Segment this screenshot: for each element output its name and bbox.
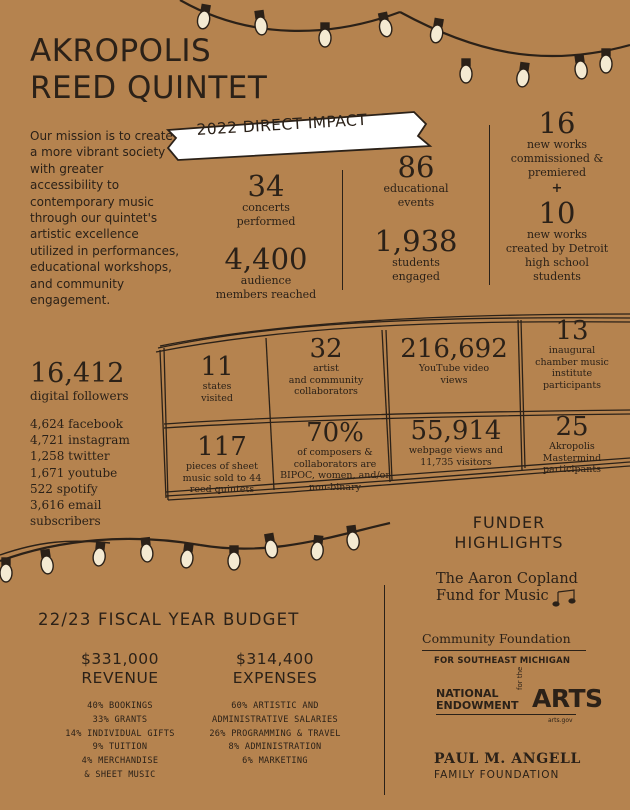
revenue-amount: $331,000 — [81, 650, 159, 668]
nea-line-1: NATIONAL — [436, 687, 499, 700]
nea-logo-text — [436, 688, 519, 711]
stat-composers — [280, 420, 390, 493]
mastermind-label-2: Mastermind — [542, 452, 602, 464]
revenue-list — [40, 700, 200, 783]
followers-item: 3,616 email — [30, 498, 102, 513]
nea-arts: ARTS — [532, 684, 603, 713]
expenses-item: ADMINISTRATIVE SALARIES — [212, 714, 338, 725]
nea-url: arts.gov — [548, 717, 573, 724]
audience-value: 4,400 — [224, 242, 308, 276]
web-label-1: webpage views and — [408, 445, 504, 456]
web-label-2: 11,735 visitors — [420, 456, 492, 468]
banner-text: 2022 DIRECT IMPACT — [196, 110, 368, 139]
followers-item: 1,258 twitter — [30, 449, 110, 464]
sheet-label-1: pieces of sheet — [186, 461, 258, 472]
title-line-2: REED QUINTET — [30, 70, 268, 106]
followers-item: 4,721 instagram — [30, 433, 130, 448]
page-title — [30, 33, 267, 107]
stat-educational — [346, 152, 486, 210]
collab-label-1: artist — [313, 363, 339, 374]
funder-title-line-2: HIGHLIGHTS — [454, 533, 564, 552]
composers-label-2: collaborators are — [293, 458, 377, 470]
expenses-item: 60% ARTISTIC AND — [231, 701, 319, 711]
expenses-item: 8% ADMINISTRATION — [228, 742, 322, 753]
revenue-block — [40, 650, 200, 783]
stat-concerts — [196, 171, 336, 229]
composers-value: 70% — [306, 418, 364, 448]
collab-value: 32 — [309, 334, 343, 364]
mission-statement: Our mission is to create a more vibrant society with greater accessibility to contemporary music through our quintet's artistic excellence utilized in performances, educational workshops, and community engagement. — [30, 129, 180, 308]
community-foundation-rule — [422, 650, 586, 651]
expenses-item: 6% MARKETING — [242, 756, 308, 767]
students-value: 1,938 — [374, 224, 458, 258]
impact-divider-2 — [489, 125, 490, 285]
concerts-label-2: performed — [236, 215, 296, 228]
followers-label: digital followers — [30, 389, 129, 403]
stat-webpage — [394, 418, 518, 468]
sheet-label-2: music sold to 44 — [182, 472, 262, 484]
stat-students — [346, 226, 486, 284]
budget-title: 22/23 FISCAL YEAR BUDGET — [38, 610, 300, 629]
commissioned-label-3: premiered — [527, 166, 587, 179]
stat-detroit — [494, 198, 620, 284]
collab-label-3: collaborators — [294, 386, 358, 397]
mastermind-label-1: Akropolis — [549, 441, 595, 452]
composers-label-4: non-binary — [309, 481, 361, 493]
nea-rule — [436, 714, 576, 715]
angell-foundation-name: PAUL M. ANGELL — [434, 751, 581, 767]
institute-label-1: inaugural — [548, 345, 596, 356]
sheet-label-3: reed quintets — [189, 484, 255, 495]
revenue-item: 9% TUITION — [92, 742, 148, 753]
sheet-value: 117 — [197, 432, 247, 462]
educational-label-2: events — [397, 196, 435, 209]
music-note-icon — [552, 588, 578, 608]
mastermind-label-3: participants — [542, 464, 602, 475]
audience-label-1: audience — [240, 274, 292, 287]
string-lights-bottom — [0, 515, 400, 595]
students-label-2: engaged — [392, 270, 440, 283]
educational-label-1: educational — [383, 182, 449, 195]
states-label-1: states — [202, 381, 232, 392]
mastermind-value: 25 — [555, 412, 589, 442]
stat-audience — [191, 244, 341, 302]
budget-divider — [384, 585, 385, 795]
nea-for-the: for the — [516, 666, 524, 690]
stat-collaborators — [274, 336, 378, 398]
youtube-value: 216,692 — [400, 334, 508, 364]
funder-title-line-1: FUNDER — [472, 513, 546, 532]
concerts-label-1: concerts — [242, 201, 290, 214]
revenue-item: 40% BOOKINGS — [87, 701, 153, 711]
followers-item: subscribers — [30, 514, 101, 529]
detroit-label-4: students — [533, 270, 581, 283]
revenue-item: & SHEET MUSIC — [84, 769, 156, 780]
institute-label-2: chamber music — [535, 356, 609, 368]
community-foundation-sub: FOR SOUTHEAST MICHIGAN — [434, 656, 571, 666]
followers-list — [30, 416, 130, 529]
expenses-list — [205, 700, 345, 769]
community-foundation-name: Community Foundation — [422, 631, 571, 646]
collab-label-2: and community — [288, 374, 364, 386]
institute-value: 13 — [555, 316, 589, 346]
commissioned-value: 16 — [538, 106, 576, 140]
composers-label-3: BIPOC, women, and/or — [280, 470, 390, 481]
institute-label-3: institute — [551, 368, 593, 379]
copland-line-1: The Aaron Copland — [436, 571, 578, 587]
youtube-label-2: views — [440, 374, 468, 386]
commissioned-label-1: new works — [526, 138, 588, 151]
nea-line-2: ENDOWMENT — [436, 698, 519, 712]
educational-value: 86 — [397, 150, 435, 184]
states-label-2: visited — [201, 392, 233, 404]
revenue-label: REVENUE — [81, 669, 159, 687]
plus-sign: + — [551, 181, 563, 196]
audience-label-2: members reached — [215, 288, 317, 301]
youtube-label-1: YouTube video — [418, 363, 490, 374]
stat-commissioned — [494, 108, 620, 196]
institute-label-4: participants — [542, 379, 602, 391]
concerts-value: 34 — [247, 169, 285, 203]
copland-line-2: Fund for Music — [436, 588, 549, 604]
states-value: 11 — [200, 352, 234, 382]
expenses-label: EXPENSES — [232, 669, 318, 687]
followers-item: 4,624 facebook — [30, 417, 123, 431]
expenses-block — [205, 650, 345, 769]
detroit-value: 10 — [538, 196, 576, 230]
stat-institute — [522, 318, 622, 391]
stat-youtube — [392, 336, 516, 386]
followers-item: 522 spotify — [30, 481, 98, 496]
expenses-item: 26% PROGRAMMING & TRAVEL — [209, 728, 341, 739]
expenses-amount: $314,400 — [236, 650, 314, 668]
students-label-1: students — [392, 256, 440, 269]
commissioned-label-2: commissioned & — [510, 152, 604, 165]
followers-total: 16,412 — [30, 358, 125, 389]
detroit-label-3: high school — [525, 256, 589, 269]
revenue-item: 33% GRANTS — [92, 714, 148, 725]
title-line-1: AKROPOLIS — [30, 33, 212, 69]
stat-sheet-music — [172, 434, 272, 496]
revenue-item: 4% MERCHANDISE — [81, 756, 159, 767]
detroit-label-2: created by Detroit — [505, 242, 609, 255]
detroit-label-1: new works — [526, 228, 588, 241]
followers-item: 1,671 youtube — [30, 465, 118, 480]
composers-label-1: of composers & — [297, 447, 373, 458]
angell-foundation-sub: FAMILY FOUNDATION — [434, 769, 560, 781]
stat-states — [170, 354, 264, 404]
stat-mastermind — [524, 414, 620, 476]
revenue-item: 14% INDIVIDUAL GIFTS — [65, 728, 175, 739]
web-value: 55,914 — [410, 416, 502, 446]
funder-highlights-title — [446, 513, 572, 553]
impact-divider-1 — [342, 170, 343, 290]
